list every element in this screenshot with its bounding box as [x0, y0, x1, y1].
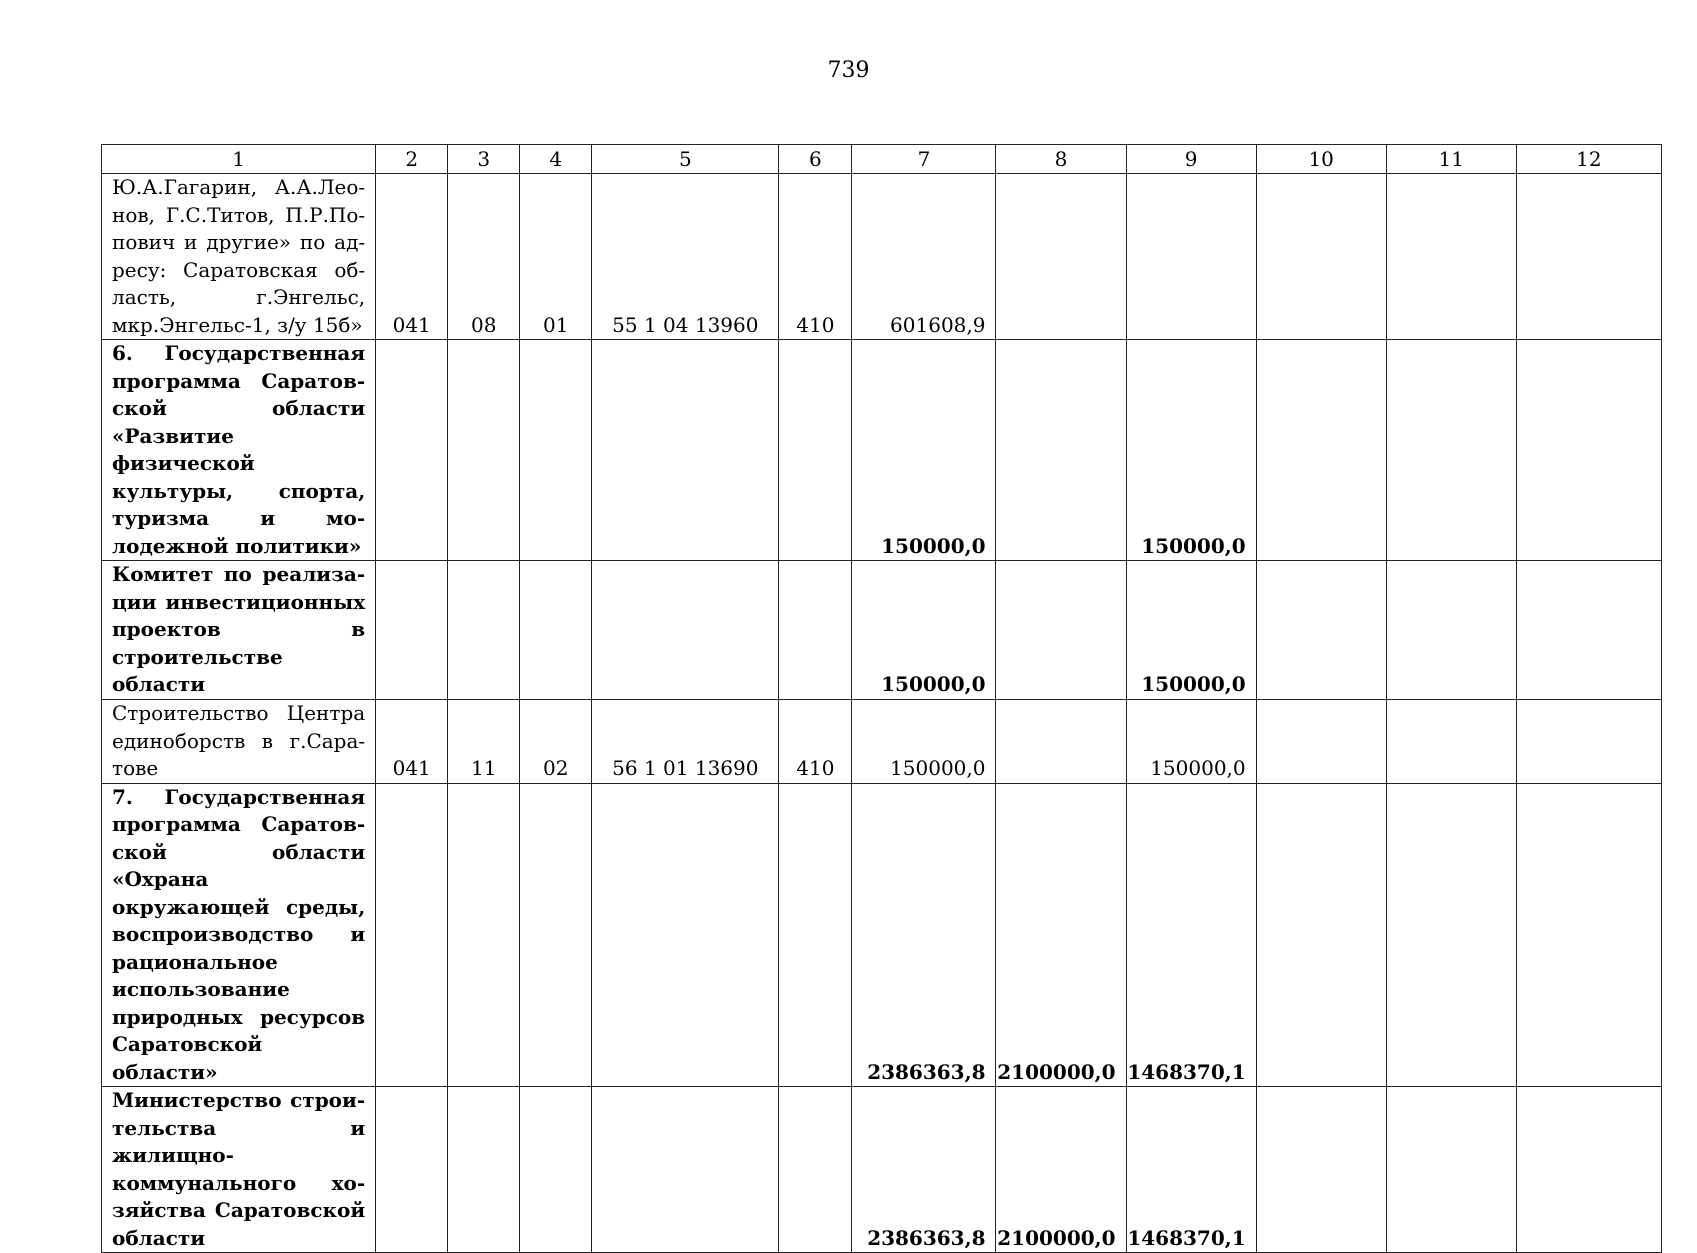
- code-cell: [779, 340, 852, 561]
- code-cell: [448, 783, 520, 1087]
- header-cell: 10: [1256, 145, 1386, 174]
- code-cell: 01: [520, 174, 592, 340]
- code-cell: 041: [376, 699, 448, 783]
- table-row: [102, 699, 1662, 783]
- amount-cell: 150000,0: [1126, 561, 1256, 700]
- code-cell: 041: [376, 174, 448, 340]
- amount-cell: [1386, 340, 1516, 561]
- amount-cell: 150000,0: [852, 340, 996, 561]
- amount-cell: 150000,0: [1126, 340, 1256, 561]
- header-cell: 2: [376, 145, 448, 174]
- code-cell: [779, 561, 852, 700]
- code-cell: 56 1 01 13690: [592, 699, 779, 783]
- row-name-cell: 7. Государственная программа Саратовской области «Охрана окружающей среды, воспроизводство и рациональное использование природных ресурсов Саратовской области»: [102, 783, 376, 1087]
- table-row: [102, 561, 1662, 700]
- code-cell: [376, 340, 448, 561]
- row-name-cell: Строительство Центра единоборств в г.Саратове: [102, 699, 376, 783]
- amount-cell: [1386, 561, 1516, 700]
- table-row: [102, 340, 1662, 561]
- amount-cell: [1516, 1087, 1661, 1253]
- header-cell: 5: [592, 145, 779, 174]
- code-cell: [520, 340, 592, 561]
- code-cell: [592, 561, 779, 700]
- table-row: [102, 174, 1662, 340]
- amount-cell: [996, 561, 1126, 700]
- header-cell: 11: [1386, 145, 1516, 174]
- code-cell: 08: [448, 174, 520, 340]
- amount-cell: 2386363,8: [852, 783, 996, 1087]
- budget-table: [101, 144, 1662, 1253]
- amount-cell: 150000,0: [852, 561, 996, 700]
- code-cell: [592, 340, 779, 561]
- table-row: [102, 783, 1662, 1087]
- table-header-row: [102, 145, 1662, 174]
- amount-cell: [1386, 783, 1516, 1087]
- amount-cell: [996, 699, 1126, 783]
- amount-cell: [1516, 561, 1661, 700]
- code-cell: [520, 561, 592, 700]
- amount-cell: [1256, 561, 1386, 700]
- code-cell: [520, 1087, 592, 1253]
- amount-cell: 601608,9: [852, 174, 996, 340]
- amount-cell: 2100000,0: [996, 1087, 1126, 1253]
- amount-cell: [1516, 699, 1661, 783]
- amount-cell: 2386363,8: [852, 1087, 996, 1253]
- code-cell: [592, 783, 779, 1087]
- row-name-cell: Ю.А.Гагарин, А.А.Леонов, Г.С.Титов, П.Р.Попович и другие» по адресу: Саратовская область, г.Энгельс, мкр.Энгельс-1, з/у 15б»: [102, 174, 376, 340]
- header-cell: 9: [1126, 145, 1256, 174]
- page-number: 739: [827, 58, 870, 83]
- amount-cell: 1468370,1: [1126, 783, 1256, 1087]
- code-cell: 55 1 04 13960: [592, 174, 779, 340]
- amount-cell: [1256, 783, 1386, 1087]
- header-cell: 6: [779, 145, 852, 174]
- amount-cell: [996, 174, 1126, 340]
- code-cell: 410: [779, 174, 852, 340]
- amount-cell: [1126, 174, 1256, 340]
- amount-cell: [1516, 783, 1661, 1087]
- code-cell: [376, 1087, 448, 1253]
- code-cell: [448, 1087, 520, 1253]
- header-cell: 4: [520, 145, 592, 174]
- code-cell: [448, 340, 520, 561]
- code-cell: [448, 561, 520, 700]
- code-cell: [376, 783, 448, 1087]
- header-cell: 1: [102, 145, 376, 174]
- row-name-cell: Комитет по реализации инвестиционных проектов в строительстве области: [102, 561, 376, 700]
- table-row: [102, 1087, 1662, 1253]
- amount-cell: [1386, 699, 1516, 783]
- row-name-cell: Министерство строительства и жилищно-коммунального хозяйства Саратовской области: [102, 1087, 376, 1253]
- row-name-cell: 6. Государственная программа Саратовской области «Развитие физической культуры, спорта, туризма и молодежной политики»: [102, 340, 376, 561]
- code-cell: [520, 783, 592, 1087]
- amount-cell: [1386, 1087, 1516, 1253]
- amount-cell: [1256, 699, 1386, 783]
- amount-cell: 1468370,1: [1126, 1087, 1256, 1253]
- amount-cell: 2100000,0: [996, 783, 1126, 1087]
- code-cell: 02: [520, 699, 592, 783]
- amount-cell: [1256, 1087, 1386, 1253]
- code-cell: [592, 1087, 779, 1253]
- amount-cell: [996, 340, 1126, 561]
- amount-cell: [1386, 174, 1516, 340]
- amount-cell: [1516, 174, 1661, 340]
- code-cell: [779, 1087, 852, 1253]
- header-cell: 8: [996, 145, 1126, 174]
- amount-cell: 150000,0: [852, 699, 996, 783]
- amount-cell: [1256, 340, 1386, 561]
- code-cell: [376, 561, 448, 700]
- amount-cell: [1256, 174, 1386, 340]
- amount-cell: [1516, 340, 1661, 561]
- code-cell: [779, 783, 852, 1087]
- code-cell: 410: [779, 699, 852, 783]
- header-cell: 3: [448, 145, 520, 174]
- header-cell: 7: [852, 145, 996, 174]
- amount-cell: 150000,0: [1126, 699, 1256, 783]
- header-cell: 12: [1516, 145, 1661, 174]
- code-cell: 11: [448, 699, 520, 783]
